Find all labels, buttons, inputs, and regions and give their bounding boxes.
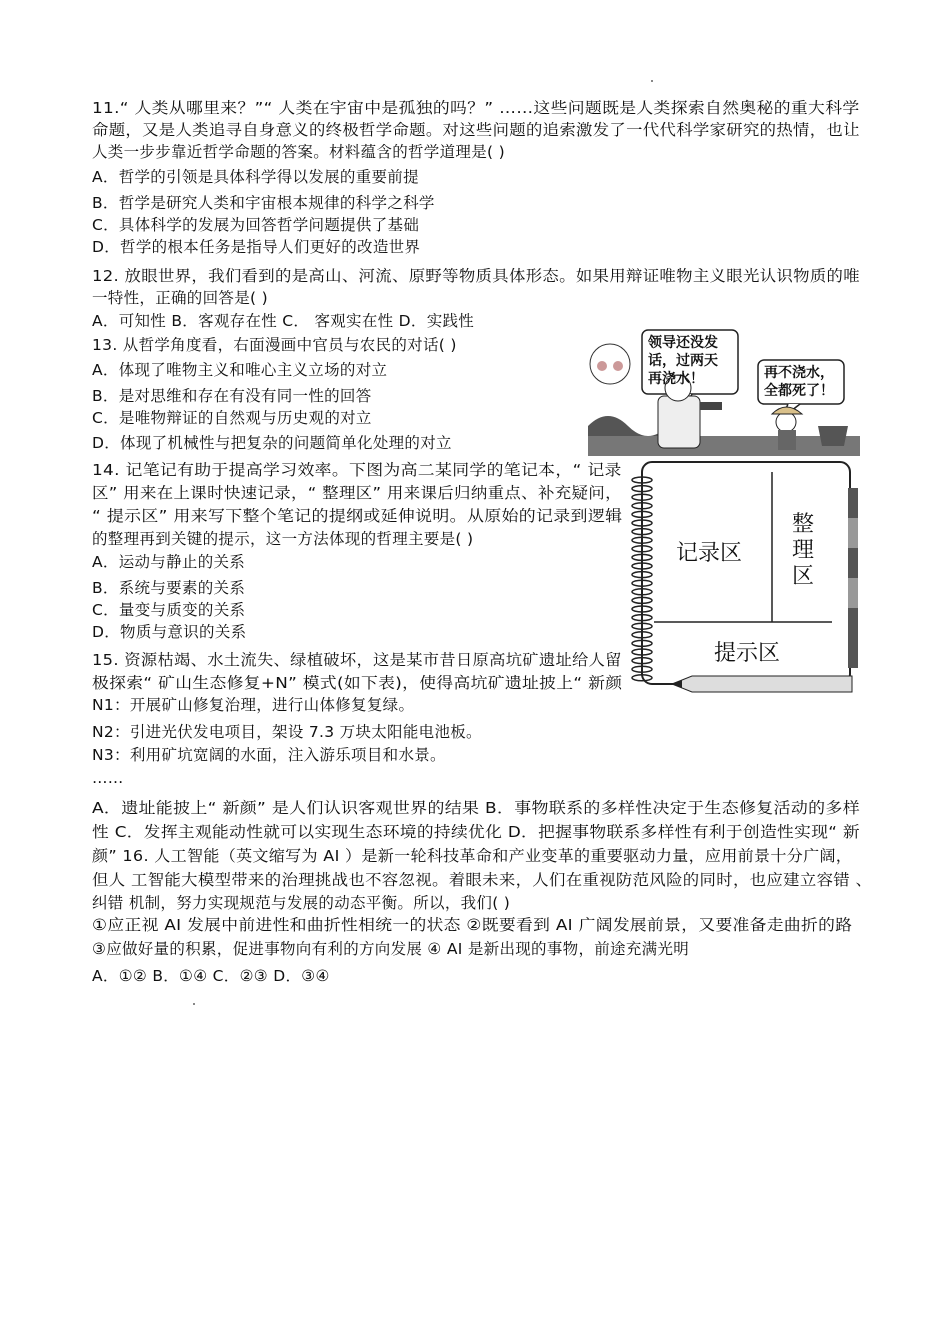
q14-stem-line: “ 提示区” 用来写下整个笔记的提纲或延伸说明。从原始的记录到逻辑 <box>92 507 623 525</box>
q14-stem-line: 的整理再到关键的提示，这一方法体现的哲理主要是( ) <box>92 530 474 548</box>
q16-stem-line: 颜” 16. 人工智能（英文缩写为 AI ）是新一轮科技革命和产业变革的重要驱动力量，应用前景十分广阔， <box>92 847 853 865</box>
q13-option-a: A．体现了唯物主义和唯心主义立场的对立 <box>92 361 388 379</box>
speech-line: 领导还没发 <box>648 335 718 351</box>
q13-option-b: B．是对思维和存在有没有同一性的回答 <box>92 387 372 405</box>
q15-item-n1: N1：开展矿山修复治理，进行山体修复复绿。 <box>92 696 415 714</box>
q15-stem-line: 15. 资源枯竭、水土流失、绿植破坏，这是某市昔日原高坑矿遗址给人留 <box>92 651 622 669</box>
q15-stem-line: 极探索“ 矿山生态修复+N” 模式(如下表)，使得高坑矿遗址披上“ 新颜 <box>92 674 623 692</box>
q12-stem-line: 12. 放眼世界，我们看到的是高山、河流、原野等物质具体形态。如果用辩证唯物主义眼光认识物质的唯 <box>92 267 860 285</box>
q12-options: A．可知性 B．客观存在性 C． 客观实在性 D．实践性 <box>92 312 475 330</box>
organize-char: 理 <box>792 538 815 563</box>
scan-speck <box>651 80 653 82</box>
q11-stem-line: 命题，又是人类追寻自身意义的终极哲学命题。对这些问题的追索激发了一代代科学家研究的热情，也让 <box>92 121 860 139</box>
q14-option-c: C．量变与质变的关系 <box>92 601 246 619</box>
q11-stem-line: 11.“ 人类从哪里来？”“ 人类在宇宙中是孤独的吗？” ……这些问题既是人类探索自然奥秘的重大科学 <box>92 99 860 117</box>
q11-option-c: C．具体科学的发展为回答哲学问题提供了基础 <box>92 216 420 234</box>
organize-zone-label <box>792 512 814 590</box>
q13-option-c: C．是唯物辩证的自然观与历史观的对立 <box>92 409 372 427</box>
q12-stem-line: 一特性，正确的回答是( ) <box>92 289 268 307</box>
q16-stem-line: 纠错 机制，努力实现规范与发展的动态平衡。所以，我们( ) <box>92 894 511 912</box>
scan-speck <box>193 1003 195 1005</box>
q16-stem-line: 但人 工智能大模型带来的治理挑战也不容忽视。着眼未来，人们在重视防范风险的同时，也应建立容错 、 <box>92 871 873 889</box>
q14-stem-line: 区” 用来在上课时快速记录，“ 整理区” 用来课后归纳重点、补充疑问， <box>92 484 622 502</box>
q11-option-a: A．哲学的引领是具体科学得以发展的重要前提 <box>92 168 419 186</box>
q15-options-line: 性 C．发挥主观能动性就可以实现生态环境的持续优化 D．把握事物联系多样性有利于创造性实现“ 新 <box>92 823 860 841</box>
record-zone-label: 记录区 <box>676 541 743 566</box>
organize-char: 区 <box>792 564 815 589</box>
q15-item-n3: N3：利用矿坑宽阔的水面，注入游乐项目和水景。 <box>92 746 446 764</box>
official-speech-bubble <box>648 334 718 388</box>
q14-stem-line: 14. 记笔记有助于提高学习效率。下图为高二某同学的笔记本，“ 记录 <box>92 461 622 479</box>
organize-char: 整 <box>792 512 815 537</box>
q15-item-n2: N2：引进光伏发电项目，架设 7.3 万块太阳能电池板。 <box>92 723 482 741</box>
q14-option-b: B．系统与要素的关系 <box>92 579 246 597</box>
q15-options-line: A．遗址能披上“ 新颜” 是人们认识客观世界的结果 B．事物联系的多样性决定于生态修复活动的多样 <box>92 799 860 817</box>
notebook-diagram <box>622 458 862 698</box>
q16-statements: ①应正视 AI 发展中前进性和曲折性相统一的状态 ②既要看到 AI 广阔发展前景，又要准备走曲折的路 <box>92 916 853 934</box>
farmer-speech-bubble <box>764 364 834 400</box>
speech-line: 全都死了！ <box>764 383 834 399</box>
q13-option-d: D．体现了机械性与把复杂的问题简单化处理的对立 <box>92 434 452 452</box>
q15-ellipsis: …… <box>92 769 124 787</box>
speech-line: 再不浇水， <box>764 365 834 381</box>
q14-option-a: A．运动与静止的关系 <box>92 553 246 571</box>
speech-line: 话，过两天 <box>648 353 718 369</box>
q11-option-d: D．哲学的根本任务是指导人们更好的改造世界 <box>92 238 421 256</box>
q14-option-d: D．物质与意识的关系 <box>92 623 247 641</box>
hint-zone-label: 提示区 <box>714 641 781 666</box>
q11-stem-line: 人类一步步靠近哲学命题的答案。材料蕴含的哲学道理是( ) <box>92 143 505 161</box>
speech-line: 再浇水！ <box>648 371 704 387</box>
q16-statements: ③应做好量的积累，促进事物向有利的方向发展 ④ AI 是新出现的事物，前途充满光明 <box>92 940 690 958</box>
q11-option-b: B．哲学是研究人类和宇宙根本规律的科学之科学 <box>92 194 435 212</box>
q13-stem: 13. 从哲学角度看，右面漫画中官员与农民的对话( ) <box>92 336 457 354</box>
cartoon-image <box>588 326 860 456</box>
q16-answers: A．①② B．①④ C．②③ D．③④ <box>92 967 330 985</box>
